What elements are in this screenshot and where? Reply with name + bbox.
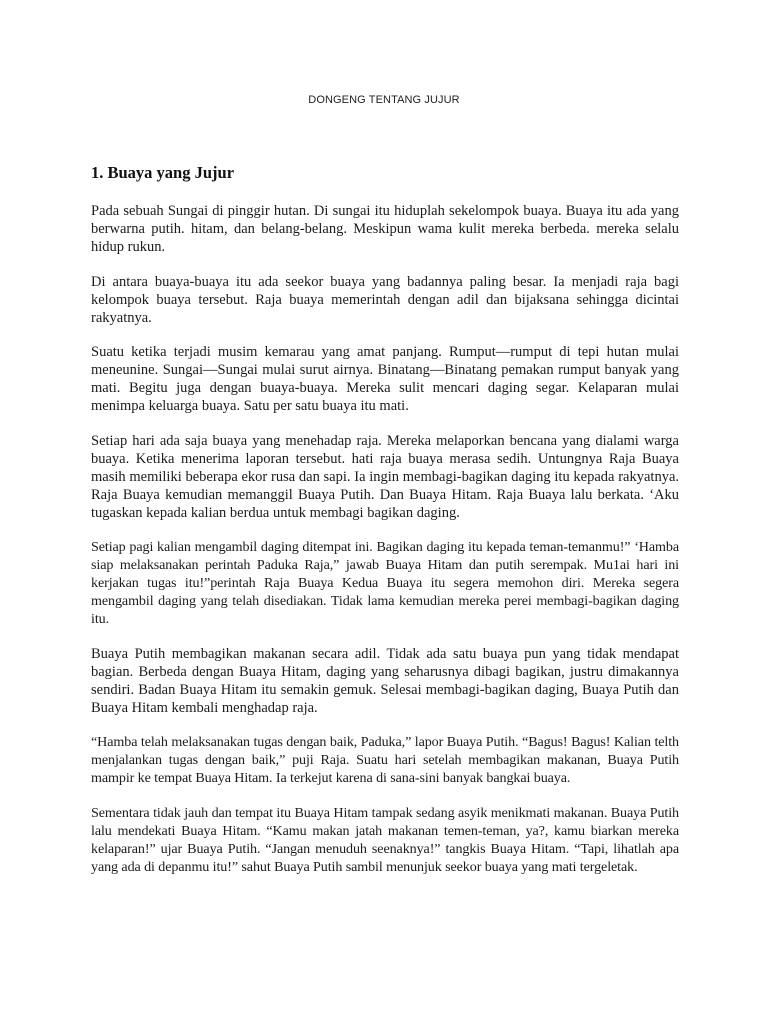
paragraph-7: “Hamba telah melaksanakan tugas dengan baik, Paduka,” lapor Buaya Putih. “Bagus! Bagus! Kalian telth menjalankan tugas dengan baik,” puji Raja. Suatu hari setelah membagikan makanan, Buaya Putih mampir ke tempat Buaya Hitam. Ia terkejut karena di sana-sini banyak bangkai buaya. [91, 734, 679, 786]
paragraph-5: Setiap pagi kalian mengambil daging ditempat ini. Bagikan daging itu kepada teman-temanmu!” ‘Hamba siap melaksanakan perintah Paduka Raja,” jawab Buaya Hitam dan putih serempak. Mu1ai hari ini kerjakan tugas itu!”perintah Raja Buaya Kedua Buaya itu segera memohon diri. Mereka segera mengambil daging yang telah disediakan. Tidak lama kemudian mereka perei membagi-bagikan daging itu. [91, 539, 679, 627]
document-title: DONGENG TENTANG JUJUR [308, 94, 460, 106]
story-heading: 1. Buaya yang Jujur [91, 163, 235, 182]
paragraph-3: Suatu ketika terjadi musim kemarau yang amat panjang. Rumput—rumput di tepi hutan mulai meneunine. Sungai—Sungai mulai surut airnya. Binatang—Binatang pemakan rumput banyak yang mati. Begitu juga dengan buaya-buaya. Mereka sulit mencari daging segar. Kelaparan mulai menimpa keluarga buaya. Satu per satu buaya itu mati. [91, 344, 679, 414]
paragraph-4: Setiap hari ada saja buaya yang menehadap raja. Mereka melaporkan bencana yang dialami warga buaya. Ketika menerima laporan tersebut. hati raja buaya merasa sedih. Untungnya Raja Buaya masih memiliki beberapa ekor rusa dan sapi. Ia ingin membagi-bagikan daging itu kepada rakyatnya. Raja Buaya kemudian memanggil Buaya Putih. Dan Buaya Hitam. Raja Buaya lalu berkata. ‘Aku tugaskan kepada kalian berdua untuk membagi bagikan daging. [91, 432, 679, 521]
paragraph-8: Sementara tidak jauh dan tempat itu Buaya Hitam tampak sedang asyik menikmati makanan. Buaya Putih lalu mendekati Buaya Hitam. “Kamu makan jatah makanan temen-teman, ya?, kamu biarkan mereka kelaparan!” ujar Buaya Putih. “Jangan menuduh seenaknya!” tangkis Buaya Hitam. “Tapi, lihatlah apa yang ada di depanmu itu!” sahut Buaya Putih sambil menunjuk seekor buaya yang mati tergeletak. [91, 804, 679, 875]
paragraph-2: Di antara buaya-buaya itu ada seekor buaya yang badannya paling besar. Ia menjadi raja bagi kelompok buaya tersebut. Raja buaya memerintah dengan adil dan bijaksana sehingga dicintai rakyatnya. [91, 273, 679, 326]
paragraph-6: Buaya Putih membagikan makanan secara adil. Tidak ada satu buaya pun yang tidak mendapat bagian. Berbeda dengan Buaya Hitam, daging yang seharusnya dibagi bagikan, justru dimakannya sendiri. Badan Buaya Hitam itu semakin gemuk. Selesai membagi-bagikan daging, Buaya Putih dan Buaya Hitam kembali menghadap raja. [91, 645, 679, 716]
paragraph-1: Pada sebuah Sungai di pinggir hutan. Di sungai itu hiduplah sekelompok buaya. Buaya itu ada yang berwarna putih. hitam, dan belang-belang. Meskipun wama kulit mereka berbeda. mereka selalu hidup rukun. [91, 203, 679, 255]
story-body [91, 202, 679, 892]
